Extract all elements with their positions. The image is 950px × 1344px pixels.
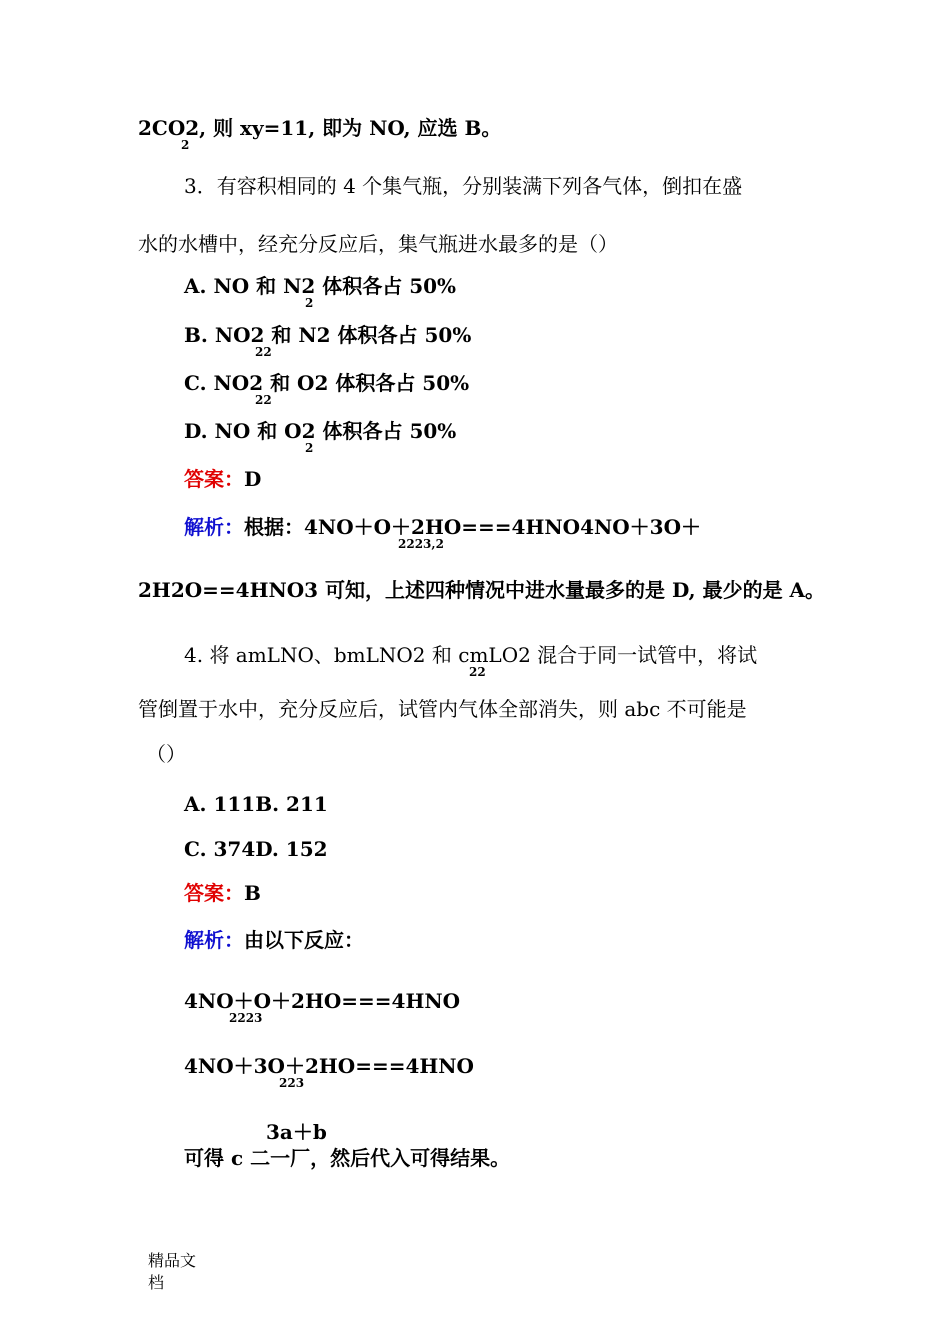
q3-option-a-subscript: 2 <box>305 296 314 310</box>
q3-stem-line1: 3．有容积相同的 4 个集气瓶，分别装满下列各气体，倒扣在盛 <box>184 174 743 198</box>
q3-analysis-text: 根据：4NO＋O＋2HO===4HNO4NO＋3O＋ <box>244 515 702 539</box>
q4-stem-line2: 管倒置于水中，充分反应后，试管内气体全部消失，则 abc 不可能是 <box>138 697 747 721</box>
q3-option-b-subscript: 22 <box>255 345 272 359</box>
intro-line: 2CO2, 则 xy=11, 即为 NO, 应选 B。 <box>138 116 502 140</box>
q3-option-c-subscript: 22 <box>255 393 272 407</box>
q4-options-row1: A. 111B. 211 <box>184 792 328 816</box>
q3-answer-value: D <box>244 467 262 491</box>
q3-analysis-subscript: 2223,2 <box>398 537 444 551</box>
intro-subscript: 2 <box>181 138 190 152</box>
q4-fraction-numerator: 3a＋b <box>266 1120 327 1144</box>
q3-analysis-label: 解析： <box>184 515 244 539</box>
q4-equation-1-subscript: 2223 <box>229 1011 263 1025</box>
q4-answer-value: B <box>244 881 261 905</box>
q3-option-d: D. NO 和 O2 体积各占 50% <box>184 419 457 443</box>
q4-equation-2: 4NO＋3O＋2HO===4HNO <box>184 1054 474 1078</box>
q4-answer <box>184 879 261 907</box>
q3-option-c: C. NO2 和 O2 体积各占 50% <box>184 371 470 395</box>
q4-answer-label: 答案： <box>184 881 244 905</box>
footer-line1: 精品文 <box>148 1251 197 1270</box>
footer-watermark <box>148 1250 196 1294</box>
q3-analysis-line2: 2H2O==4HNO3 可知，上述四种情况中进水量最多的是 D, 最少的是 A。 <box>138 578 826 602</box>
q4-equation-2-subscript: 223 <box>279 1076 305 1090</box>
q3-option-a: A. NO 和 N2 体积各占 50% <box>184 274 457 298</box>
q4-conclusion: 可得 c 二一厂，然后代入可得结果。 <box>184 1146 511 1170</box>
q4-analysis-text: 由以下反应： <box>244 928 364 952</box>
q4-options-row2: C. 374D. 152 <box>184 837 328 861</box>
q4-equation-1: 4NO＋O＋2HO===4HNO <box>184 989 461 1013</box>
q3-option-b: B. NO2 和 N2 体积各占 50% <box>184 323 472 347</box>
q4-stem-line1: 4. 将 amLNO、bmLNO2 和 cmLO2 混合于同一试管中，将试 <box>184 643 758 667</box>
q3-answer-label: 答案： <box>184 467 244 491</box>
q4-stem-subscript: 22 <box>469 665 486 679</box>
q4-analysis <box>184 926 364 954</box>
q4-analysis-label: 解析： <box>184 928 244 952</box>
footer-line2: 档 <box>148 1273 165 1292</box>
q3-answer <box>184 465 261 493</box>
q3-stem-line2: 水的水槽中，经充分反应后，集气瓶进水最多的是（） <box>138 232 618 256</box>
q4-stem-line3: （） <box>146 742 186 766</box>
q3-option-d-subscript: 2 <box>305 441 314 455</box>
